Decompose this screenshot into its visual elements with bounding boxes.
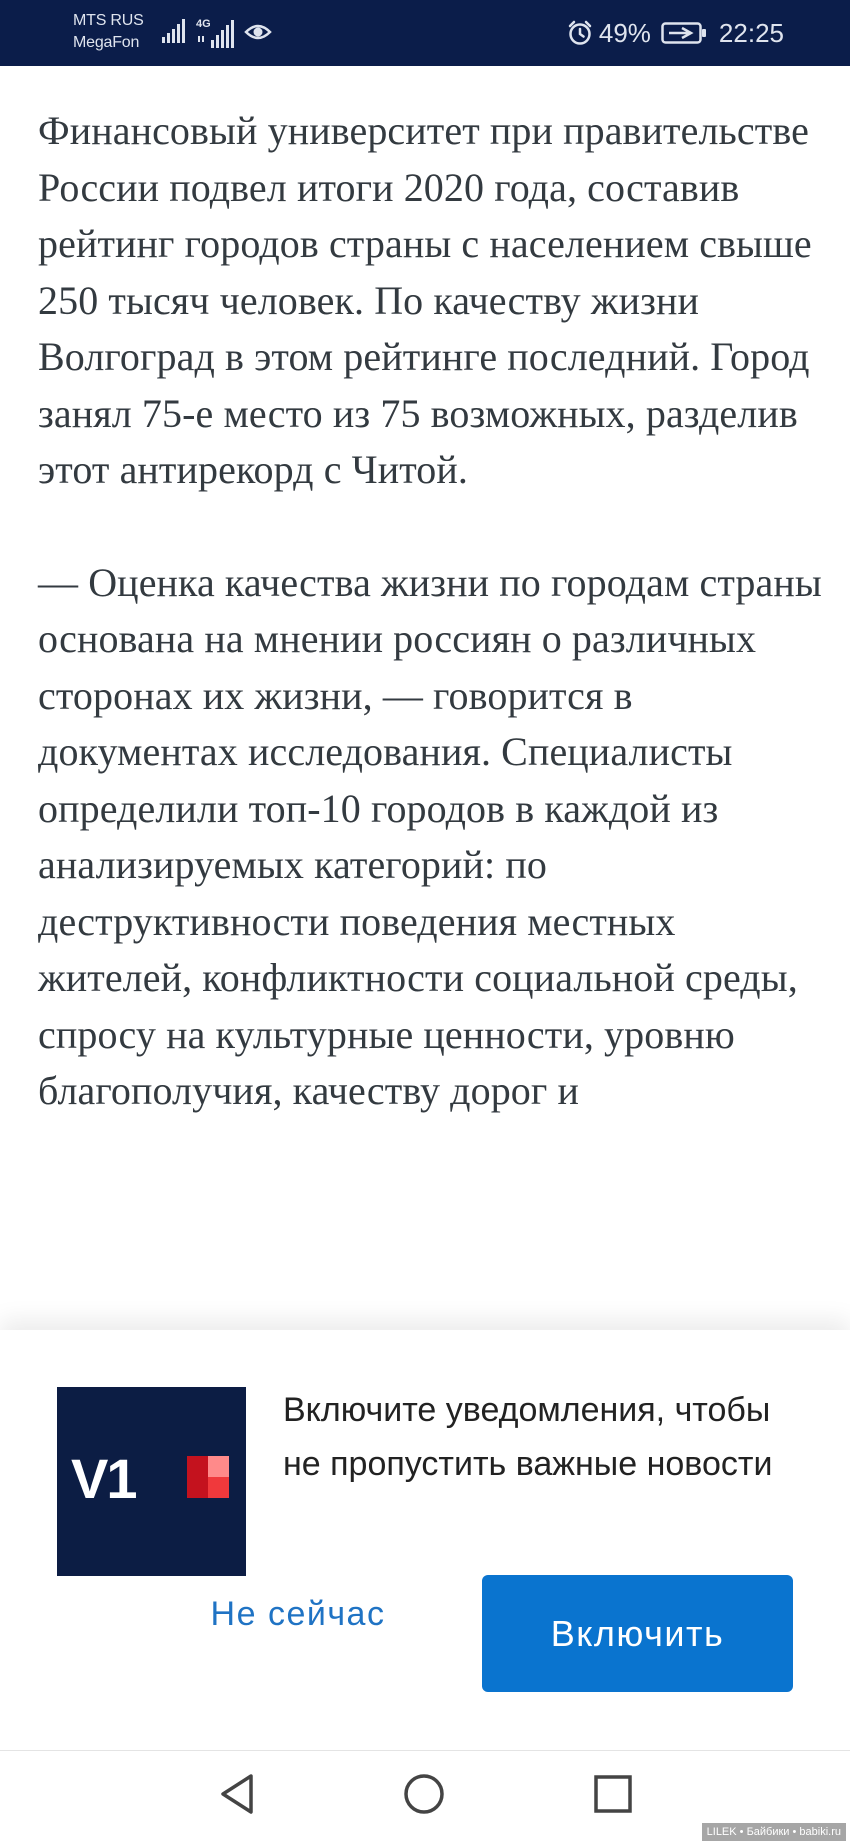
clock-time: 22:25 [718,18,784,48]
logo-square [208,1477,229,1498]
carrier-info [73,10,144,54]
network-type-label: 4G [196,18,211,30]
eye-icon [244,21,272,48]
enable-notifications-button[interactable]: Включить [482,1575,793,1692]
notification-prompt [0,1330,850,1750]
v1-logo [57,1387,246,1576]
watermark: LILEK • Байбики • babiki.ru [702,1823,846,1841]
back-button[interactable] [207,1771,267,1821]
battery-percent: 49% [598,18,651,48]
navigation-bar [0,1750,850,1843]
logo-square [187,1456,208,1477]
not-now-button[interactable]: Не сейчас [168,1574,428,1654]
carrier-primary: MTS RUS [73,12,144,29]
carrier-secondary: MegaFon [73,34,140,51]
article-body [38,103,828,1176]
home-icon [402,1772,446,1821]
logo-text: V1 [71,1447,136,1510]
article-paragraph: — Оценка качества жизни по городам страны основана на мнении россиян о различных сторонах их жизни, — говорится в документах исследования. Специалисты определили топ-10 городов в каждой из анализируемых категорий: по деструктивности поведения местных жителей, конфликтности социальной среды, спросу на культурные ценности, уровню благополучия, качеству дорог и [38,559,822,1113]
status-right-group [567,14,784,52]
logo-square [208,1456,229,1477]
logo-square [187,1477,208,1498]
article-paragraph: Финансовый университет при правительстве России подвел итоги 2020 года, составив рейтинг городов страны с населением свыше 250 тысяч человек. По качеству жизни Волгоград в этом рейтинге последний. Город занял 75-е место из 75 возможных, разделив этот антирекорд с Читой. [38,108,812,492]
battery-charging-icon [661,22,707,44]
alarm-icon [567,20,593,46]
status-bar [0,0,850,66]
signal-4g-icon [196,20,236,48]
recents-icon [593,1774,633,1819]
back-icon [217,1772,257,1821]
recents-button[interactable] [583,1771,643,1821]
home-button[interactable] [394,1771,454,1821]
notification-message: Включите уведомления, чтобы не пропустить важные новости [283,1391,773,1483]
signal-group [162,16,272,48]
signal-icon [162,19,188,48]
